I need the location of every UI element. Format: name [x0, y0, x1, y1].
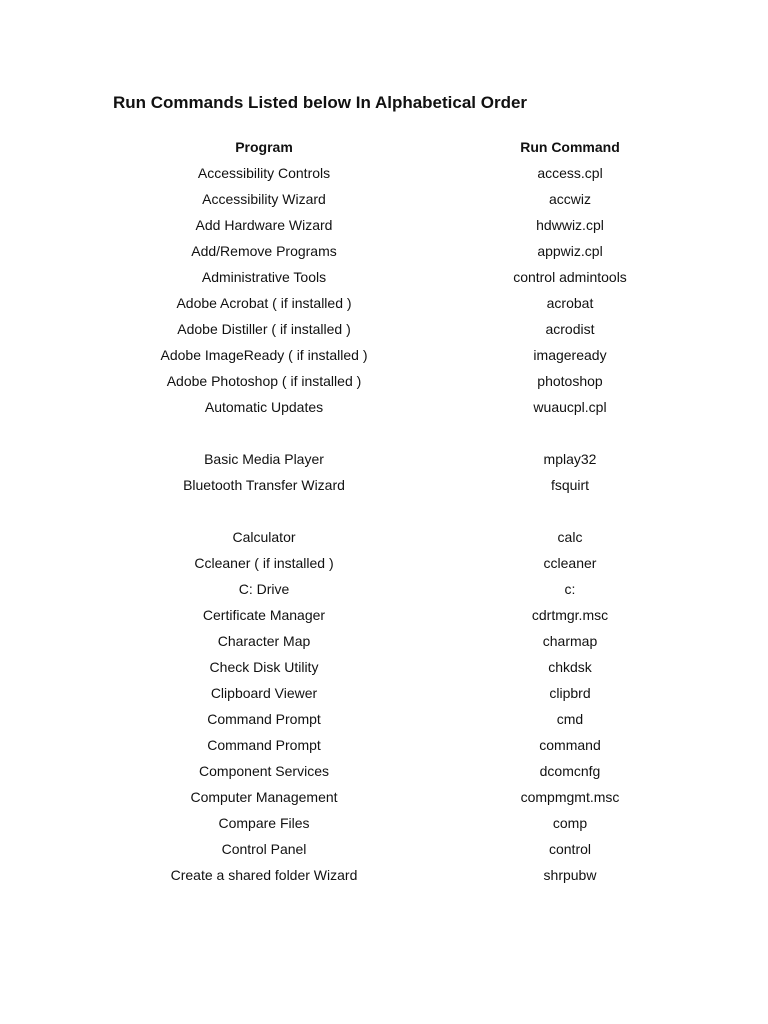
program-name-cell: Character Map	[217, 633, 311, 649]
run-command-cell: wuaucpl.cpl	[533, 399, 607, 415]
program-name-cell: Basic Media Player	[204, 451, 324, 467]
page-title: Run Commands Listed below In Alphabetical Order	[113, 93, 528, 112]
run-command-cell: calc	[557, 529, 583, 545]
run-command-cell: control admintools	[513, 269, 627, 285]
run-command-cell: cdrtmgr.msc	[531, 607, 609, 623]
program-name-cell: Administrative Tools	[201, 269, 327, 285]
program-name-cell: Command Prompt	[207, 737, 321, 753]
program-name-cell: Compare Files	[218, 815, 310, 831]
program-name-cell: Check Disk Utility	[209, 659, 319, 675]
program-name-cell: Bluetooth Transfer Wizard	[183, 477, 345, 493]
program-name-cell: Clipboard Viewer	[210, 685, 318, 701]
run-command-cell: compmgmt.msc	[520, 789, 620, 805]
run-command-cell: photoshop	[537, 373, 603, 389]
program-name-cell: Add/Remove Programs	[191, 243, 337, 259]
program-name-cell: Component Services	[199, 763, 329, 779]
run-command-cell: comp	[552, 815, 588, 831]
run-command-cell: acrobat	[546, 295, 594, 311]
run-command-cell: cmd	[556, 711, 584, 727]
run-command-cell: imageready	[533, 347, 607, 363]
program-name-cell: Command Prompt	[207, 711, 321, 727]
run-command-cell: command	[539, 737, 601, 753]
program-column-header: Program	[235, 139, 293, 155]
program-name-cell: Create a shared folder Wizard	[170, 867, 358, 883]
program-name-cell: Adobe ImageReady ( if installed )	[160, 347, 368, 363]
run-command-cell: ccleaner	[543, 555, 597, 571]
run-command-cell: mplay32	[543, 451, 597, 467]
run-command-cell: appwiz.cpl	[537, 243, 603, 259]
program-name-cell: Accessibility Wizard	[202, 191, 326, 207]
program-name-cell: Adobe Photoshop ( if installed )	[166, 373, 362, 389]
run-command-cell: hdwwiz.cpl	[536, 217, 604, 233]
program-name-cell: Adobe Distiller ( if installed )	[177, 321, 351, 337]
run-command-cell: chkdsk	[548, 659, 592, 675]
run-command-cell: control	[548, 841, 592, 857]
run-command-cell: clipbrd	[549, 685, 591, 701]
program-name-cell: Adobe Acrobat ( if installed )	[176, 295, 352, 311]
run-command-cell: charmap	[542, 633, 598, 649]
run-command-cell: accwiz	[548, 191, 592, 207]
run-command-cell: dcomcnfg	[539, 763, 601, 779]
program-name-cell: Computer Management	[190, 789, 338, 805]
program-name-cell: Calculator	[232, 529, 296, 545]
program-name-cell: C: Drive	[238, 581, 290, 597]
program-name-cell: Control Panel	[221, 841, 307, 857]
run-command-cell: shrpubw	[543, 867, 597, 883]
run-command-cell: access.cpl	[537, 165, 603, 181]
run-command-cell: c:	[564, 581, 576, 597]
program-name-cell: Add Hardware Wizard	[195, 217, 333, 233]
run-command-cell: fsquirt	[550, 477, 590, 493]
program-name-cell: Accessibility Controls	[197, 165, 331, 181]
program-name-cell: Certificate Manager	[202, 607, 326, 623]
program-name-cell: Automatic Updates	[204, 399, 324, 415]
program-name-cell: Ccleaner ( if installed )	[194, 555, 334, 571]
run-command-cell: acrodist	[545, 321, 595, 337]
run-command-column-header: Run Command	[520, 139, 620, 155]
